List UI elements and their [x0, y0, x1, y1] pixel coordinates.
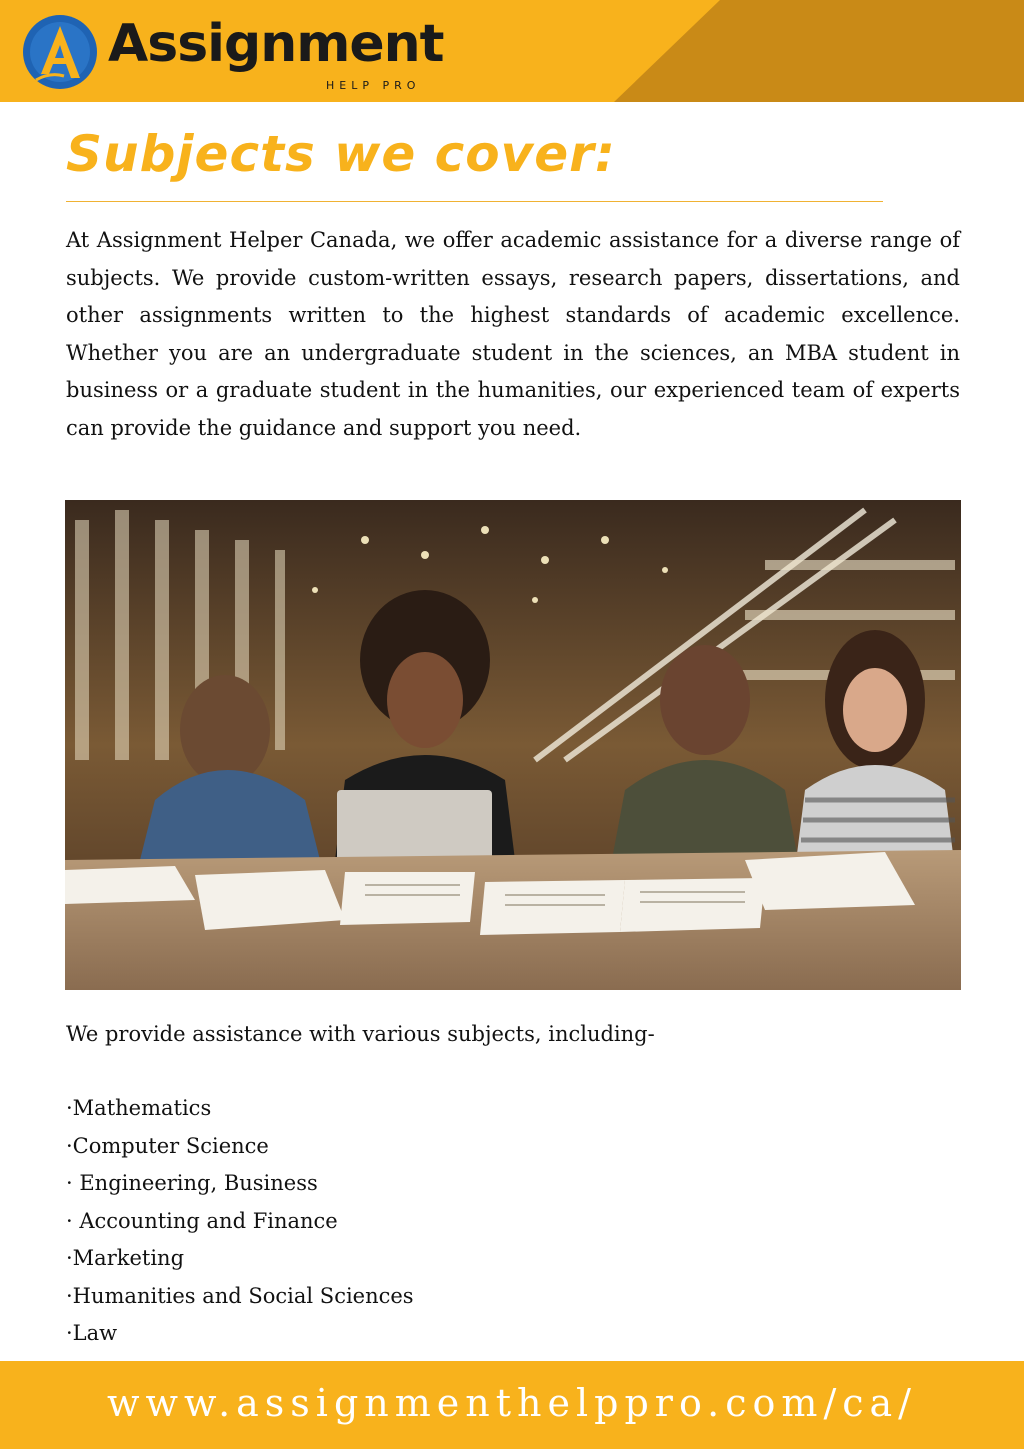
logo-wordmark: Assignment	[108, 14, 444, 74]
title-divider	[66, 201, 883, 202]
page-footer	[0, 1361, 1024, 1449]
list-item: ·Marketing	[66, 1246, 185, 1270]
subjects-list	[66, 1090, 414, 1353]
list-item: ·Computer Science	[66, 1133, 269, 1158]
logo-tagline: HELP PRO	[326, 79, 421, 92]
website-link[interactable]: www.assignmenthelppro.com/ca/	[107, 1381, 917, 1425]
list-item: ·Humanities and Social Sciences	[66, 1283, 414, 1308]
intro-paragraph: At Assignment Helper Canada, we offer academic assistance for a diverse range of subjects. We provide custom-written essays, research papers, dissertations, and other assignments written to the highest standards of academic excellence. Whether you are an undergraduate student in the sciences, an MBA student in business or a graduate student in the humanities, our experienced team of experts can provide the guidance and support you need.	[66, 228, 960, 440]
page-title: Subjects we cover:	[66, 125, 616, 183]
subjects-lead: We provide assistance with various subjects, including-	[66, 1022, 655, 1046]
page-header	[0, 0, 1024, 102]
list-item: ·Law	[66, 1321, 118, 1345]
list-item: · Engineering, Business	[66, 1171, 318, 1195]
logo-icon	[22, 14, 98, 90]
students-studying-photo	[65, 500, 961, 990]
list-item: ·Mathematics	[66, 1096, 212, 1120]
list-item: · Accounting and Finance	[66, 1208, 338, 1233]
